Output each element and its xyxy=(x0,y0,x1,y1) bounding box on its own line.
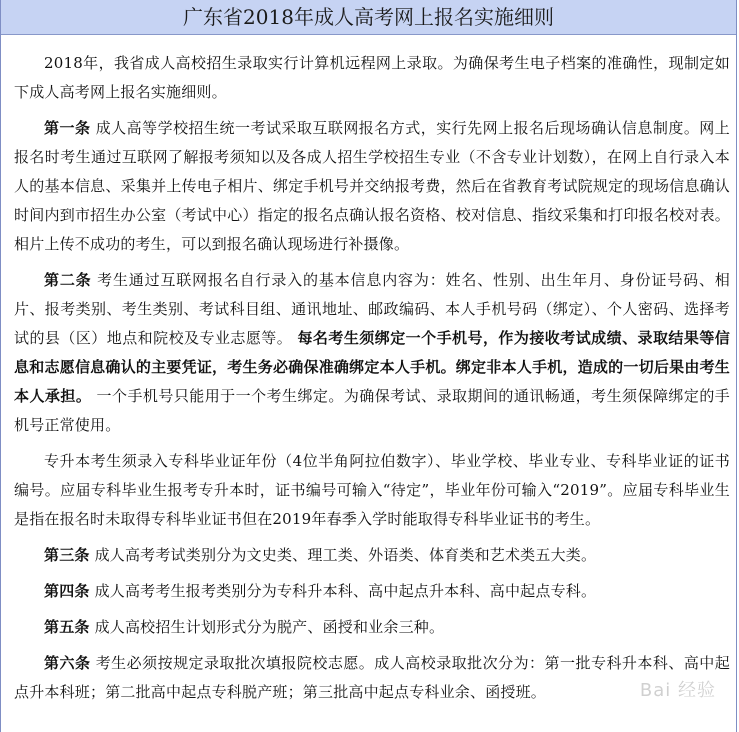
article-1 xyxy=(14,114,730,259)
article-2-label: 第二条 xyxy=(44,271,92,289)
article-4-label: 第四条 xyxy=(44,582,90,600)
article-6 xyxy=(14,649,730,707)
article-5-text: 成人高校招生计划形式分为脱产、函授和业余三种。 xyxy=(94,618,445,636)
watermark-logo: Bai 经验 xyxy=(639,680,716,701)
page-title: 广东省2018年成人高考网上报名实施细则 xyxy=(1,0,736,35)
article-2 xyxy=(14,266,730,440)
article-5-label: 第五条 xyxy=(44,618,90,636)
intro-paragraph: 2018年，我省成人高校招生录取实行计算机远程网上录取。为确保考生电子档案的准确性，现制定如下成人高考网上报名实施细则。 xyxy=(14,54,730,101)
article-4-text: 成人高考考生报考类别分为专科升本科、高中起点升本科、高中起点专科。 xyxy=(94,582,597,600)
article-6-text: 考生必须按规定录取批次填报院校志愿。成人高校录取批次分为：第一批专科升本科、高中起点升本科班；第二批高中起点专科脱产班；第三批高中起点专科业余、函授班。 xyxy=(14,654,730,701)
article-3 xyxy=(14,541,730,570)
article-2-text: 考生通过互联网报名自行录入的基本信息内容为：姓名、性别、出生年月、身份证号码、相片、报考类别、考生类别、考试科目组、通讯地址、邮政编码、本人手机号码（绑定）、个人密码、选择考试的县（区）地点和院校及专业志愿等。 xyxy=(14,271,730,347)
article-3-label: 第三条 xyxy=(44,546,90,564)
article-4 xyxy=(14,577,730,606)
article-1-label: 第一条 xyxy=(44,119,91,137)
document-body xyxy=(1,35,736,707)
article-1-text: 成人高等学校招生统一考试采取互联网报名方式，实行先网上报名后现场确认信息制度。网上报名时考生通过互联网了解报考须知以及各成人招生学校招生专业（不含专业计划数），在网上自行录入本人的基本信息、采集并上传电子相片、绑定手机号并交纳报考费，然后在省教育考试院规定的现场信息确认时间内到市招生办公室（考试中心）指定的报名点确认报名资格、校对信息、指纹采集和打印报名校对表。相片上传不成功的考生，可以到报名确认现场进行补摄像。 xyxy=(14,119,730,253)
article-2-tail: 一个手机号只能用于一个考生绑定。为确保考试、录取期间的通讯畅通，考生须保障绑定的手机号正常使用。 xyxy=(14,387,730,434)
article-3-text: 成人高考考试类别分为文史类、理工类、外语类、体育类和艺术类五大类。 xyxy=(94,546,597,564)
upgrade-paragraph: 专升本考生须录入专科毕业证年份（4位半角阿拉伯数字）、毕业学校、毕业专业、专科毕业证的证书编号。应届专科毕业生报考专升本时，证书编号可输入“待定”，毕业年份可输入“2019”。应届专科毕业生是指在报名时未取得专科毕业证书但在2019年春季入学时能取得专科毕业证书的考生。 xyxy=(14,452,730,528)
article-2-bold-notice: 每名考生须绑定一个手机号，作为接收考试成绩、录取结果等信息和志愿信息确认的主要凭证，考生务必确保准确绑定本人手机。绑定非本人手机，造成的一切后果由考生本人承担。 xyxy=(14,329,731,405)
article-5 xyxy=(14,613,730,642)
article-6-label: 第六条 xyxy=(44,654,91,672)
